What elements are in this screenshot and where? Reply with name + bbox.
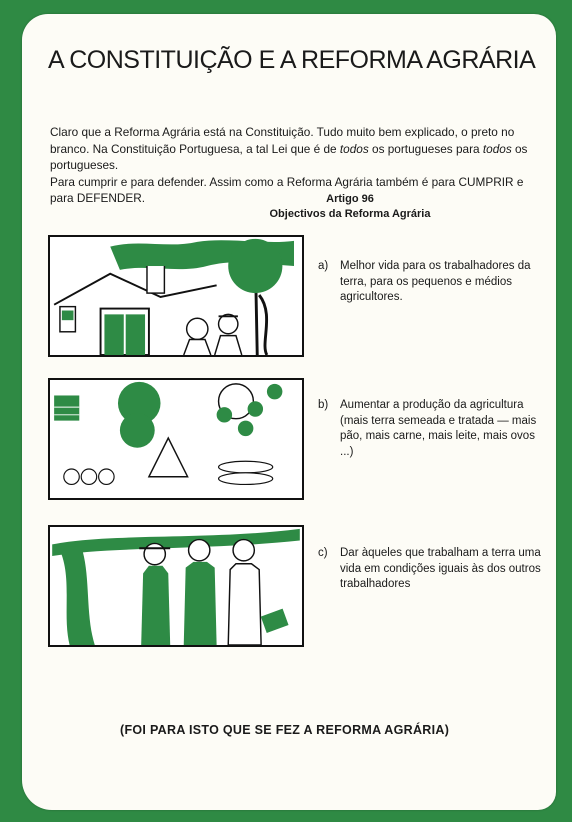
objective-c-text: Dar àqueles que trabalham a terra uma vida em condições iguais às dos outros trabalhadores	[340, 547, 541, 590]
footer-slogan: (FOI PARA ISTO QUE SE FEZ A REFORMA AGRÁRIA)	[120, 723, 450, 737]
page-title: A CONSTITUIÇÃO E A REFORMA AGRÁRIA	[48, 46, 536, 74]
intro-paragraph-2: Para cumprir e para defender. Assim como a Reforma Agrária também é para CUMPRIR e para DEFENDER.	[50, 174, 524, 205]
emphasis-todos-2: todos	[482, 141, 512, 156]
article-title: Objectivos da Reforma Agrária	[269, 208, 431, 220]
illustration-workers	[48, 525, 304, 647]
objective-a-label: a)	[318, 260, 329, 272]
illustration-produce	[48, 378, 304, 500]
objective-b-text: Aumentar a produção da agricultura (mais terra semeada e tratada — mais pão, mais carne, mais leite, mais ovos ...)	[340, 399, 537, 458]
intro-paragraph-1: Claro que a Reforma Agrária está na Constituição. Tudo muito bem explicado, o preto no branco. Na Constituição Portuguesa, a tal Lei que é de todos os portugueses para todos os portugueses.	[50, 125, 528, 172]
objective-c-label: c)	[318, 547, 328, 559]
objective-a	[318, 259, 544, 306]
emphasis-todos-1: todos	[339, 141, 369, 156]
illustration-house-couple	[48, 235, 304, 357]
objective-b	[318, 398, 544, 460]
objective-c	[318, 546, 544, 593]
article-number: Artigo 96	[326, 193, 374, 205]
house-couple-drawing	[50, 237, 302, 355]
workers-drawing	[50, 527, 302, 645]
objective-a-text: Melhor vida para os trabalhadores da terra, para os pequenos e médios agricultores.	[340, 260, 531, 303]
objective-b-label: b)	[318, 399, 329, 411]
article-heading	[250, 192, 450, 222]
produce-drawing	[50, 380, 302, 498]
